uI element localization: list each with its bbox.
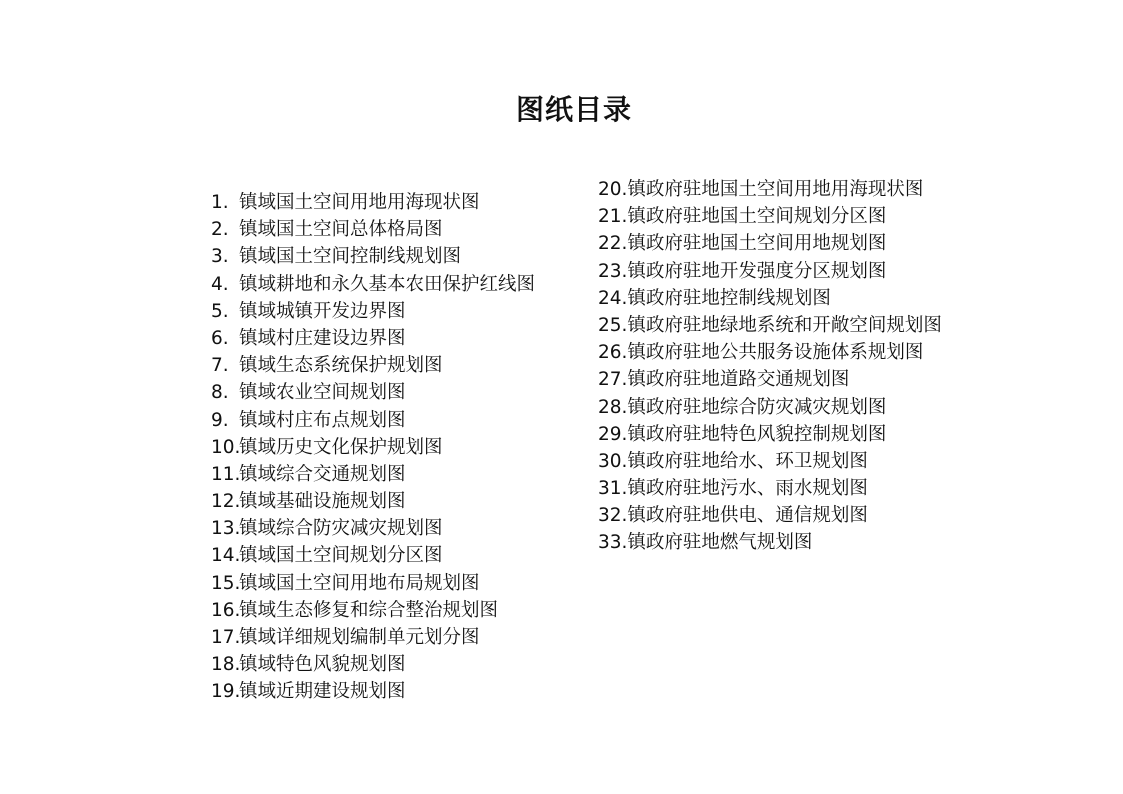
drawing-title: 镇政府驻地国土空间用地用海现状图 <box>627 179 924 200</box>
page-title: 图纸目录 <box>515 93 632 126</box>
drawing-title: 镇政府驻地综合防灾减灾规划图 <box>627 396 887 418</box>
drawing-list-item <box>211 298 535 325</box>
drawing-list-item <box>211 624 535 651</box>
drawing-number: 4. <box>211 273 229 295</box>
drawing-number: 5. <box>211 300 229 322</box>
drawing-list-item <box>211 515 535 542</box>
drawing-list-item <box>211 434 535 461</box>
drawing-number: 30. <box>598 450 628 472</box>
drawing-list-item <box>211 461 535 488</box>
drawing-list-item <box>211 352 535 379</box>
drawing-number: 25. <box>598 314 628 336</box>
drawing-title: 镇域村庄建设边界图 <box>239 327 406 349</box>
drawing-number: 22. <box>598 233 628 255</box>
drawing-number: 1. <box>211 192 229 213</box>
drawing-list-item <box>598 366 942 393</box>
drawing-title: 镇政府驻地国土空间用地规划图 <box>627 233 887 255</box>
drawing-number: 17. <box>211 627 241 648</box>
drawing-title: 镇域国土空间用地布局规划图 <box>239 572 480 594</box>
drawing-number: 15. <box>211 572 241 594</box>
drawing-title: 镇政府驻地道路交通规划图 <box>627 369 850 391</box>
drawing-number: 11. <box>211 463 241 485</box>
drawing-title: 镇政府驻地国土空间规划分区图 <box>627 206 887 228</box>
drawing-number: 14. <box>211 545 241 567</box>
drawing-number: 23. <box>598 260 628 282</box>
drawing-title: 镇政府驻地公共服务设施体系规划图 <box>627 342 924 364</box>
drawing-title: 镇政府驻地燃气规划图 <box>627 532 813 554</box>
drawing-title: 镇政府驻地控制线规划图 <box>627 287 831 309</box>
drawing-list-item <box>598 475 942 502</box>
drawing-number: 21. <box>598 206 628 228</box>
drawing-list-item <box>211 325 535 352</box>
drawing-list-item <box>598 258 942 285</box>
drawing-title: 镇域耕地和永久基本农田保护红线图 <box>239 273 536 295</box>
drawing-list-item <box>598 230 942 257</box>
drawing-title: 镇域生态修复和综合整治规划图 <box>239 599 499 621</box>
drawing-number: 32. <box>598 505 628 527</box>
drawing-number: 16. <box>211 599 241 621</box>
drawing-list-item <box>598 312 942 339</box>
drawing-title: 镇域详细规划编制单元划分图 <box>239 627 480 648</box>
drawing-list-item <box>211 189 535 216</box>
drawing-title: 镇域城镇开发边界图 <box>239 300 406 322</box>
drawing-list-item <box>211 379 535 406</box>
drawing-list-item <box>211 271 535 298</box>
drawing-title: 镇域综合防灾减灾规划图 <box>239 518 443 540</box>
drawing-list-item <box>598 176 942 203</box>
drawing-title: 镇政府驻地污水、雨水规划图 <box>627 478 868 500</box>
drawing-title: 镇政府驻地供电、通信规划图 <box>627 505 868 527</box>
drawing-number: 33. <box>598 532 628 554</box>
drawing-number: 29. <box>598 423 628 445</box>
drawing-list-item <box>211 651 535 678</box>
drawing-number: 2. <box>211 219 229 241</box>
drawing-list-item <box>598 421 942 448</box>
drawing-list-item <box>211 570 535 597</box>
drawing-title: 镇域村庄布点规划图 <box>239 409 406 431</box>
drawing-list-item <box>598 285 942 312</box>
drawing-number: 19. <box>211 681 241 703</box>
drawing-title: 镇域国土空间规划分区图 <box>239 545 443 567</box>
drawing-list-item <box>598 502 942 529</box>
drawing-list-item <box>598 203 942 230</box>
drawing-number: 12. <box>211 491 241 513</box>
drawing-list-item <box>211 243 535 270</box>
drawing-number: 8. <box>211 382 229 404</box>
drawing-number: 26. <box>598 342 628 364</box>
drawing-number: 9. <box>211 409 229 431</box>
drawing-title: 镇政府驻地开发强度分区规划图 <box>627 260 887 282</box>
drawing-number: 27. <box>598 369 628 391</box>
drawing-title: 镇域基础设施规划图 <box>239 491 406 513</box>
drawing-number: 10. <box>211 436 241 458</box>
drawing-list-item <box>211 597 535 624</box>
drawing-list-item <box>211 488 535 515</box>
drawing-title: 镇域生态系统保护规划图 <box>239 355 443 377</box>
drawing-number: 3. <box>211 246 229 268</box>
drawing-list-item <box>598 448 942 475</box>
drawing-list-item <box>211 407 535 434</box>
drawing-title: 镇域农业空间规划图 <box>239 382 406 404</box>
drawing-title: 镇政府驻地特色风貌控制规划图 <box>627 423 887 445</box>
drawing-list-right <box>598 176 942 557</box>
drawing-number: 20. <box>598 179 628 200</box>
drawing-number: 18. <box>211 654 241 676</box>
drawing-title: 镇域历史文化保护规划图 <box>239 436 443 458</box>
drawing-list-item <box>598 339 942 366</box>
drawing-number: 7. <box>211 355 229 377</box>
drawing-list-item <box>211 542 535 569</box>
drawing-number: 31. <box>598 478 628 500</box>
drawing-title: 镇域综合交通规划图 <box>239 463 406 485</box>
drawing-number: 28. <box>598 396 628 418</box>
drawing-list-item <box>211 678 535 705</box>
drawing-title: 镇域近期建设规划图 <box>239 681 406 703</box>
drawing-number: 24. <box>598 287 628 309</box>
drawing-list-item <box>211 216 535 243</box>
drawing-title: 镇域国土空间总体格局图 <box>239 219 443 241</box>
drawing-number: 6. <box>211 327 229 349</box>
drawing-title: 镇域国土空间用地用海现状图 <box>239 192 480 213</box>
drawing-list-item <box>598 529 942 556</box>
drawing-title: 镇域国土空间控制线规划图 <box>239 246 462 268</box>
drawing-list-left <box>211 189 535 706</box>
drawing-title: 镇域特色风貌规划图 <box>239 654 406 676</box>
drawing-title: 镇政府驻地给水、环卫规划图 <box>627 450 868 472</box>
drawing-number: 13. <box>211 518 241 540</box>
drawing-title: 镇政府驻地绿地系统和开敞空间规划图 <box>627 314 942 336</box>
drawing-list-item <box>598 394 942 421</box>
